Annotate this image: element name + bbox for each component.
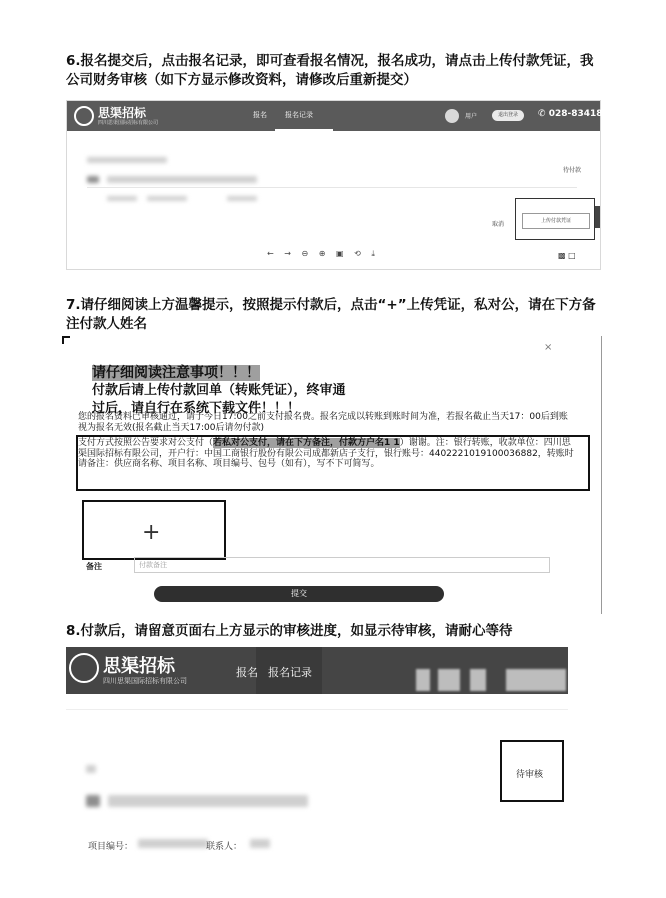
brand-name: 思渠招标 [103, 656, 175, 677]
step6-screenshot [66, 100, 609, 270]
corner-icons[interactable]: ▩ □ [558, 251, 576, 260]
brand-logo-icon [74, 106, 94, 126]
step8-screenshot [66, 647, 568, 898]
remark-input[interactable]: 付款备注 [134, 557, 550, 573]
remark-label: 备注 [86, 562, 102, 571]
blurred-text [227, 196, 257, 201]
upload-highlight [515, 198, 595, 240]
blurred-icon [470, 669, 486, 691]
divider [87, 187, 577, 188]
step6-heading: 6.报名提交后，点击报名记录，即可查看报名情况，报名成功，请点击上传付款凭证，我公司财务审核（如下方显示修改资料，请修改后重新提交） [66, 53, 594, 88]
payment-method-text: 支付方式按照公告要求对公支付（若私对公支付，请在下方备注，付款方户名1 1）谢谢。注：银行转账，收款单位：四川思渠国际招标有限公司，开户行：中国工商银行股份有限公司成都新店子支行，银行账号：4402221019100036882，转账时请备注：供应商名称、项目名称、项目编号、包号（如有），写不下可简写。 [78, 438, 574, 469]
project-number-label: 项目编号： [88, 842, 134, 852]
blurred-text [87, 157, 167, 163]
brand-subtitle: 四川思渠国际招标有限公司 [98, 120, 159, 126]
blurred-text [107, 176, 257, 183]
brand-subtitle: 四川思渠国际招标有限公司 [103, 677, 187, 685]
plus-icon: + [142, 520, 161, 545]
cancel-link[interactable]: 取消 [492, 221, 505, 228]
blurred-text [86, 765, 96, 773]
step7-heading: 7.请仔细阅读上方温馨提示，按照提示付款后，点击“+”上传凭证，私对公，请在下方备注付款人姓名 [66, 297, 596, 332]
side-tab[interactable] [595, 206, 600, 228]
nav-signup[interactable]: 报名 [253, 111, 267, 119]
blurred-text [107, 196, 137, 201]
notice-subtitle: 付款后请上传付款回单（转账凭证），终审通 过后，请自行在系统下载文件！！！ [92, 383, 346, 416]
nav-signup-records[interactable]: 报名记录 [268, 666, 312, 679]
username: 用户 [465, 113, 478, 120]
close-icon[interactable]: × [544, 342, 553, 353]
notice-title: 请仔细阅读注意事项！！！ [92, 365, 260, 381]
blurred-text [250, 839, 270, 848]
avatar[interactable] [445, 109, 459, 123]
review-status-highlight [500, 740, 564, 802]
phone-number: ✆ 028-834180 [538, 109, 609, 119]
payment-status: 待付款 [563, 167, 582, 174]
blurred-icon [438, 669, 460, 691]
nav-signup[interactable]: 报名 [236, 666, 258, 679]
nav-signup-records[interactable]: 报名记录 [285, 111, 313, 119]
blurred-text [87, 176, 99, 183]
top-navbar [67, 101, 609, 131]
blurred-text [108, 795, 308, 807]
blurred-icon [416, 669, 430, 691]
step7-dialog [66, 336, 602, 614]
submit-button[interactable]: 提交 [154, 586, 444, 602]
notice-paragraph: 您的报名资料已审核通过，请于今日17:00之前支付报名费。报名完成以转账到账时间为准，若报名截止当天17：00后到账视为报名无效(报名截止当天17:00后请勿付款) [78, 412, 568, 433]
blurred-text [138, 839, 208, 848]
upload-voucher-dropzone[interactable] [82, 500, 226, 560]
brand-name: 思渠招标 [98, 106, 147, 120]
blurred-text [147, 196, 187, 201]
contact-label: 联系人： [206, 842, 243, 852]
step8-heading: 8.付款后，请留意页面右上方显示的审核进度，如显示待审核，请耐心等待 [66, 623, 513, 639]
blurred-text [86, 795, 100, 807]
brand-logo-icon [69, 653, 99, 683]
logout-button[interactable]: 退出登录 [492, 110, 524, 121]
viewer-toolbar[interactable]: ← → ⊖ ⊕ ▣ ⟲ ⤓ [267, 249, 379, 258]
upload-voucher-button[interactable]: 上传付款凭证 [522, 213, 590, 229]
divider [66, 709, 568, 710]
review-status: 待审核 [516, 770, 544, 780]
blurred-icon [506, 669, 566, 691]
top-navbar [66, 647, 568, 694]
crop-corner [62, 336, 70, 344]
